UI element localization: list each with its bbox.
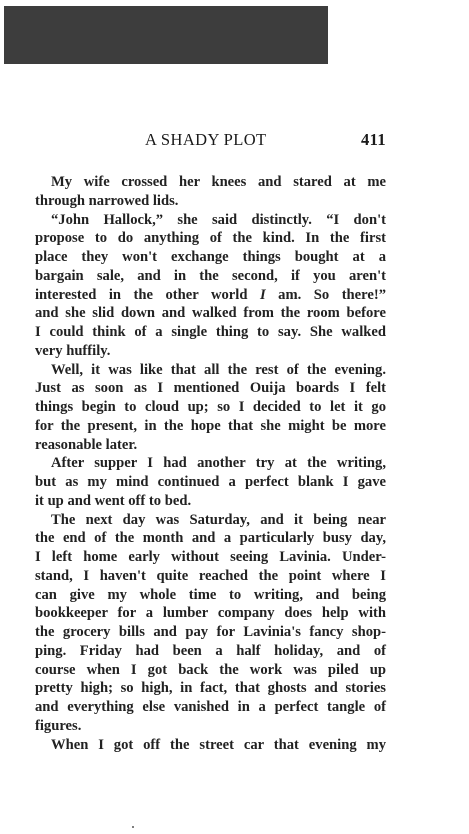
text-line: stand, I haven't quite reached the point where I [35,567,386,584]
emphasis: I [259,286,266,303]
text-line: it up and went off to bed. [35,492,192,509]
text-line: figures. [35,717,82,734]
text-line: and everything else vanished in a perfect tangle of [35,699,386,715]
text-line: things begin to cloud up; so I decided to let it go [35,399,386,415]
text-line: the end of the month and a particularly busy day, [35,530,386,547]
text-line: ping. Friday had been a half holiday, and of [35,642,386,659]
text-line: but as my mind continued a perfect blank I gave [35,474,386,490]
text-line: bargain sale, and in the second, if you aren't [35,267,386,284]
text-line: can give my whole time to writing, and being [35,586,386,603]
page-number: 411 [360,130,386,149]
text-line: reasonable later. [35,436,138,453]
text-line: My wife crossed her knees and stared at me [51,174,386,190]
text-line: for the present, in the hope that she might be more [35,417,386,434]
text-line: interested in the other world I am. So there!” [35,286,387,303]
text-line: pretty high; so high, in fact, that ghosts and stories [35,680,386,697]
text-line: through narrowed lids. [35,192,179,209]
text-line: course when I got back the work was piled up [35,661,386,678]
text-line: After supper I had another try at the writing, [51,455,386,472]
redaction-block [4,6,328,64]
text-line: place they won't exchange things bought at a [35,249,386,265]
running-title: A SHADY PLOT [145,130,267,149]
text-line: Just as soon as I mentioned Ouija boards I felt [35,380,386,397]
text-line: and she slid down and walked from the room before [35,305,386,322]
text-line: Well, it was like that all the rest of the evening. [51,361,386,378]
page-header [35,130,386,154]
text-line: very huffily. [35,342,111,359]
text-line: the grocery bills and pay for Lavinia's fancy shop- [35,624,386,640]
text-line: bookkeeper for a lumber company does help with [35,605,386,622]
body-text [35,173,386,754]
text-line: I left home early without seeing Lavinia. Under- [35,549,386,565]
text-line: When I got off the street car that evening my [51,736,386,753]
print-speck [132,826,134,828]
text-line: “John Hallock,” she said distinctly. “I don't [51,211,386,228]
text-line: propose to do anything of the kind. In the first [35,230,386,247]
text-line: I could think of a single thing to say. She walked [35,324,386,340]
text-line: The next day was Saturday, and it being near [51,511,386,528]
